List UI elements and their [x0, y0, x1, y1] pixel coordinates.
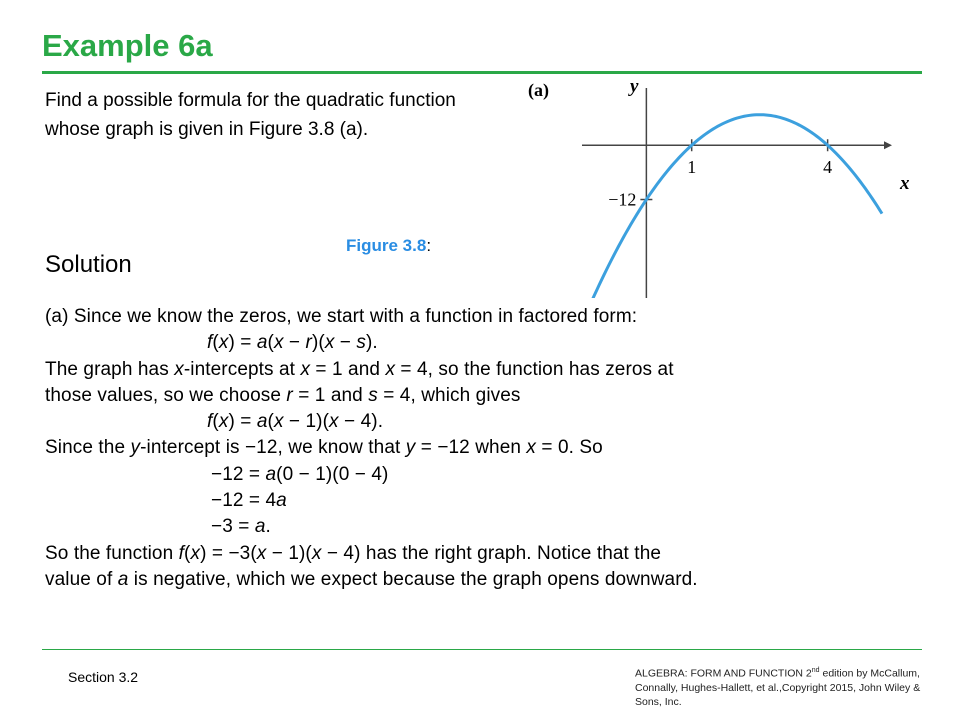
y-intercept-label: −12	[608, 189, 637, 210]
solution-text-choose-rs: those values, so we choose r = 1 and s = 4, which gives	[45, 384, 521, 406]
y-axis-label: y	[630, 76, 639, 97]
problem-statement: Find a possible formula for the quadratic function whose graph is given in Figure 3.8 (a).	[45, 90, 456, 140]
figure-caption-suffix: :	[426, 236, 432, 255]
x-axis-label: x	[900, 173, 910, 194]
figure-caption	[346, 234, 431, 258]
footer-section-label: Section 3.2	[68, 669, 139, 685]
footer-citation: ALGEBRA: FORM AND FUNCTION 2nd edition by McCallum, Connally, Hughes-Hallett, et al.,Copyright 2015, John Wiley & Sons, Inc.	[635, 667, 921, 708]
equation-general-form: f(x) = a(x − r)(x − s).	[207, 332, 378, 354]
solution-body	[45, 304, 935, 593]
footer-divider	[42, 649, 922, 650]
solution-text-intercepts: The graph has x-intercepts at x = 1 and x = 4, so the function has zeros at	[45, 358, 674, 380]
equation-substitution: −12 = a(0 − 1)(0 − 4)	[211, 463, 389, 485]
panel-label: (a)	[528, 80, 549, 100]
equation-a-value: −3 = a.	[211, 516, 271, 538]
solution-heading: Solution	[45, 251, 132, 278]
solution-intro: (a) Since we know the zeros, we start with a function in factored form:	[45, 306, 638, 327]
x-tick-label-4: 4	[823, 157, 833, 178]
solution-text-y-intercept: Since the y-intercept is −12, we know that y = −12 when x = 0. So	[45, 437, 603, 459]
equation-specific-form: f(x) = a(x − 1)(x − 4).	[207, 411, 384, 433]
slide-title: Example 6a	[42, 28, 213, 63]
parabola-graph	[520, 72, 920, 298]
solution-text-conclusion: value of a is negative, which we expect because the graph opens downward.	[45, 568, 698, 590]
x-tick-label-1: 1	[687, 157, 697, 178]
x-axis-arrow	[884, 141, 892, 149]
equation-simplified: −12 = 4a	[211, 490, 287, 512]
solution-text-final-function: So the function f(x) = −3(x − 1)(x − 4) has the right graph. Notice that the	[45, 542, 662, 564]
figure-caption-label: Figure 3.8	[346, 236, 427, 255]
